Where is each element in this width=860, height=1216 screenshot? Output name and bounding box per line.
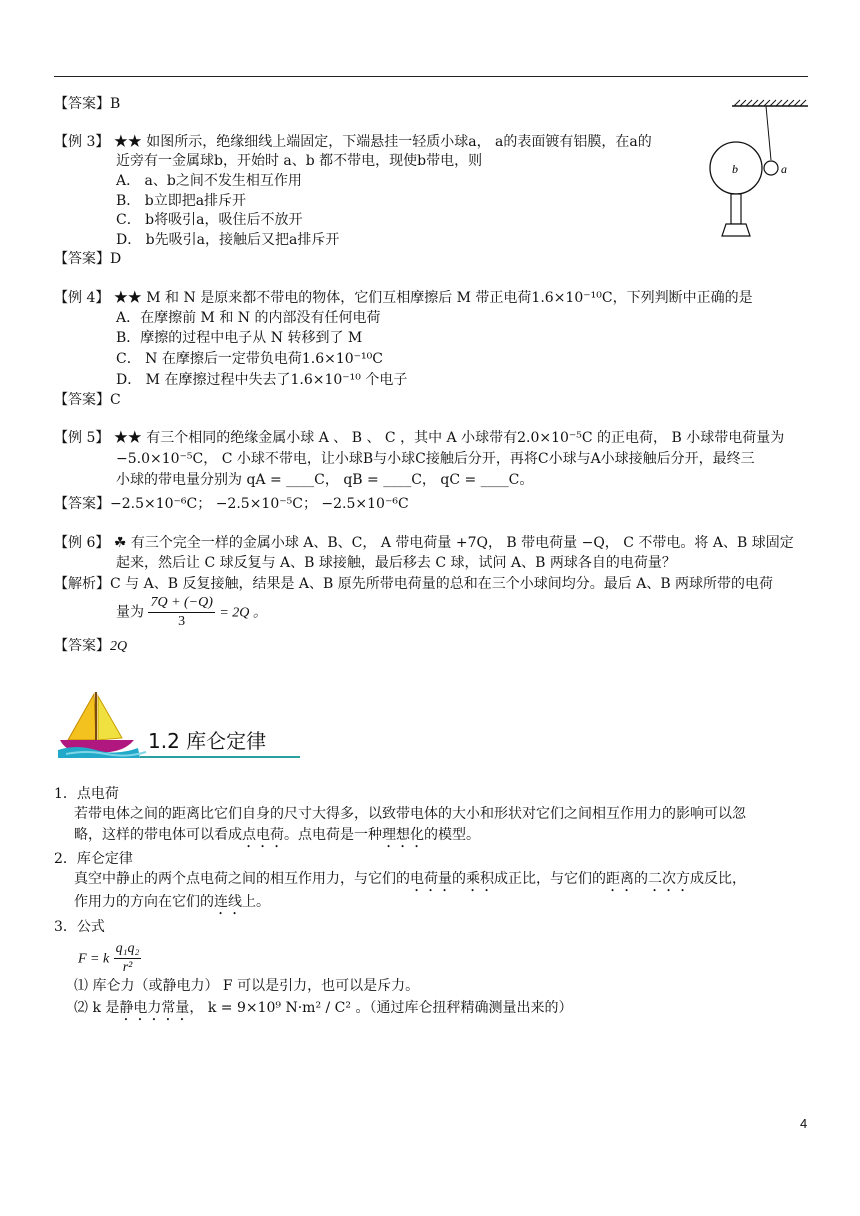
question-text: M 和 N 是原来都不带电的物体，它们互相摩擦后 M 带正电荷1.6×10⁻¹⁰C，下列判断中正确的是 bbox=[146, 290, 753, 306]
ex5-question-line2: −5.0×10⁻⁵C， C 小球不带电，让小球B与小球C接触后分开，再将C小球与A小球接触后分开，最终三 bbox=[116, 451, 755, 467]
difficulty-stars: ★★ bbox=[113, 430, 142, 446]
ex4-answer bbox=[54, 390, 121, 410]
item3-title: 3．公式 bbox=[54, 919, 105, 935]
fraction-result: = 2Q 。 bbox=[219, 605, 267, 621]
ex5-question-line3: 小球的带电量分别为 qA = ____C， qB = ____C， qC = ____C。 bbox=[116, 472, 534, 488]
emphasis-text: 距离 bbox=[606, 871, 634, 887]
answer-ex2 bbox=[54, 94, 120, 114]
answer-value: 2Q bbox=[110, 639, 128, 654]
emphasis-text: 电荷量 bbox=[410, 871, 452, 887]
difficulty-icon: ☘ bbox=[113, 535, 127, 551]
ex6-analysis-line1 bbox=[54, 574, 773, 594]
pendulum-figure bbox=[700, 96, 810, 246]
item2-title: 2．库仑定律 bbox=[54, 851, 133, 867]
text: 。点电荷是一种 bbox=[284, 827, 382, 843]
question-text: 有三个相同的绝缘金属小球 A 、 B 、 C ，其中 A 小球带有2.0×10⁻⁵C 的正电荷， B 小球带电荷量为 bbox=[146, 430, 785, 446]
answer-tag: 【答案】 bbox=[54, 96, 110, 112]
ex6-analysis-line2 bbox=[116, 594, 267, 631]
ball-a bbox=[764, 161, 778, 175]
ex3-option-a: A． a、b之间不发生相互作用 bbox=[116, 173, 302, 189]
ex4-option-a: A．在摩擦前 M 和 N 的内部没有任何电荷 bbox=[116, 310, 381, 326]
formula-lhs: F = k bbox=[78, 951, 110, 967]
example-tag: 【例 4】 bbox=[54, 290, 110, 306]
answer-tag: 【答案】 bbox=[54, 638, 110, 654]
text: ， k = 9×10⁹ N·m² / C² 。（通过库仑扭秤精确测量出来的） bbox=[189, 1000, 573, 1016]
analysis-text: C 与 A、B 反复接触，结果是 A、B 原先所带电荷量的总和在三个小球间均分。最后 A、B 两球所带的电荷 bbox=[110, 576, 774, 592]
ex3-question-line2: 近旁有一金属球b，开始时 a、b 都不带电，现使b带电，则 bbox=[116, 153, 483, 169]
formula-fraction bbox=[114, 940, 142, 977]
sailboat-icon bbox=[56, 688, 148, 760]
ex3-question-line1 bbox=[54, 132, 652, 152]
ex4-option-b: B．摩擦的过程中电子从 N 转移到了 M bbox=[116, 330, 363, 346]
ex4-option-c: C． N 在摩擦后一定带负电荷1.6×10⁻¹⁰C bbox=[116, 351, 383, 367]
formula-numerator: q₁q₂ bbox=[114, 940, 142, 959]
ex6-question-line2: 起来，然后让 C 球反复与 A、B 球接触，最后移去 C 球，试问 A、B 两球各自的电荷量？ bbox=[116, 555, 676, 571]
ex5-question-line1 bbox=[54, 428, 784, 448]
answer-tag: 【答案】 bbox=[54, 392, 110, 408]
analysis-text: 量为 bbox=[116, 604, 144, 621]
ex3-option-b: B． b立即把a排斥开 bbox=[116, 193, 247, 209]
question-text: 如图所示，绝缘细线上端固定，下端悬挂一轻质小球a， a的表面镀有铝膜，在a的 bbox=[146, 134, 652, 150]
difficulty-stars: ★★ bbox=[113, 134, 142, 150]
example-tag: 【例 6】 bbox=[54, 535, 110, 551]
answer-value: D bbox=[110, 251, 122, 267]
analysis-tag: 【解析】 bbox=[54, 576, 110, 592]
text: 成反比， bbox=[690, 871, 746, 887]
emphasis-text: 点电荷 bbox=[242, 827, 284, 843]
text: 的 bbox=[452, 871, 466, 887]
answer-value: −2.5×10⁻⁶C； −2.5×10⁻⁵C； −2.5×10⁻⁶C bbox=[110, 496, 409, 512]
fraction-numerator: 7Q + (−Q) bbox=[148, 594, 214, 613]
emphasis-text: 连线 bbox=[214, 894, 242, 910]
item1-line2 bbox=[74, 825, 480, 851]
question-text: 有三个完全一样的金属小球 A、B、C， A 带电荷量 +7Q， B 带电荷量 −Q， C 不带电。将 A、B 球固定 bbox=[130, 535, 794, 551]
emphasis-text: 二次方 bbox=[648, 871, 690, 887]
emphasis-text: 理想化 bbox=[382, 827, 424, 843]
difficulty-stars: ★★ bbox=[113, 290, 142, 306]
header-rule bbox=[54, 76, 808, 77]
label-b: b bbox=[732, 162, 738, 176]
coulomb-formula bbox=[78, 940, 141, 977]
text: ⑵ k 是 bbox=[74, 1000, 120, 1016]
ex3-option-c: C． b将吸引a，吸住后不放开 bbox=[116, 212, 303, 228]
answer-value: C bbox=[110, 392, 121, 408]
text: 上。 bbox=[242, 894, 270, 910]
example-tag: 【例 3】 bbox=[54, 134, 110, 150]
fraction-denominator: 3 bbox=[178, 614, 186, 629]
text: 真空中静止的两个点电荷之间的相互作用力，与它们的 bbox=[74, 871, 410, 887]
fraction bbox=[148, 594, 214, 631]
page-number: 4 bbox=[800, 1116, 808, 1131]
item2-line2 bbox=[74, 892, 270, 918]
answer-value: B bbox=[110, 96, 121, 112]
ex4-question bbox=[54, 288, 753, 308]
emphasis-text: 乘积 bbox=[466, 871, 494, 887]
item1-title: 1．点电荷 bbox=[54, 786, 119, 802]
example-tag: 【例 5】 bbox=[54, 430, 110, 446]
ex3-option-d: D． b先吸引a，接触后又把a排斥开 bbox=[116, 232, 340, 248]
point2 bbox=[74, 998, 572, 1024]
ex6-answer bbox=[54, 636, 127, 657]
text: 作用力的方向在它们的 bbox=[74, 894, 214, 910]
formula-denominator: r² bbox=[122, 960, 133, 975]
label-a: a bbox=[781, 162, 787, 176]
ex6-question-line1 bbox=[54, 533, 794, 553]
ex4-option-d: D． M 在摩擦过程中失去了1.6×10⁻¹⁰ 个电子 bbox=[116, 372, 408, 388]
text: 略，这样的带电体可以看成 bbox=[74, 827, 242, 843]
emphasis-text: 静电力常量 bbox=[119, 1000, 190, 1016]
ex5-answer bbox=[54, 494, 409, 514]
answer-tag: 【答案】 bbox=[54, 496, 110, 512]
answer-tag: 【答案】 bbox=[54, 251, 110, 267]
text: 成正比，与它们的 bbox=[494, 871, 606, 887]
section-underline bbox=[140, 756, 300, 758]
text: 的 bbox=[634, 871, 648, 887]
text: 的模型。 bbox=[424, 827, 480, 843]
item1-line1: 若带电体之间的距离比它们自身的尺寸大得多，以致带电体的大小和形状对它们之间相互作用力的影响可以忽 bbox=[74, 806, 746, 822]
ex3-answer bbox=[54, 249, 121, 269]
point1: ⑴ 库仑力（或静电力） F 可以是引力，也可以是斥力。 bbox=[74, 978, 420, 994]
section-title: 1.2 库仑定律 bbox=[148, 729, 267, 753]
